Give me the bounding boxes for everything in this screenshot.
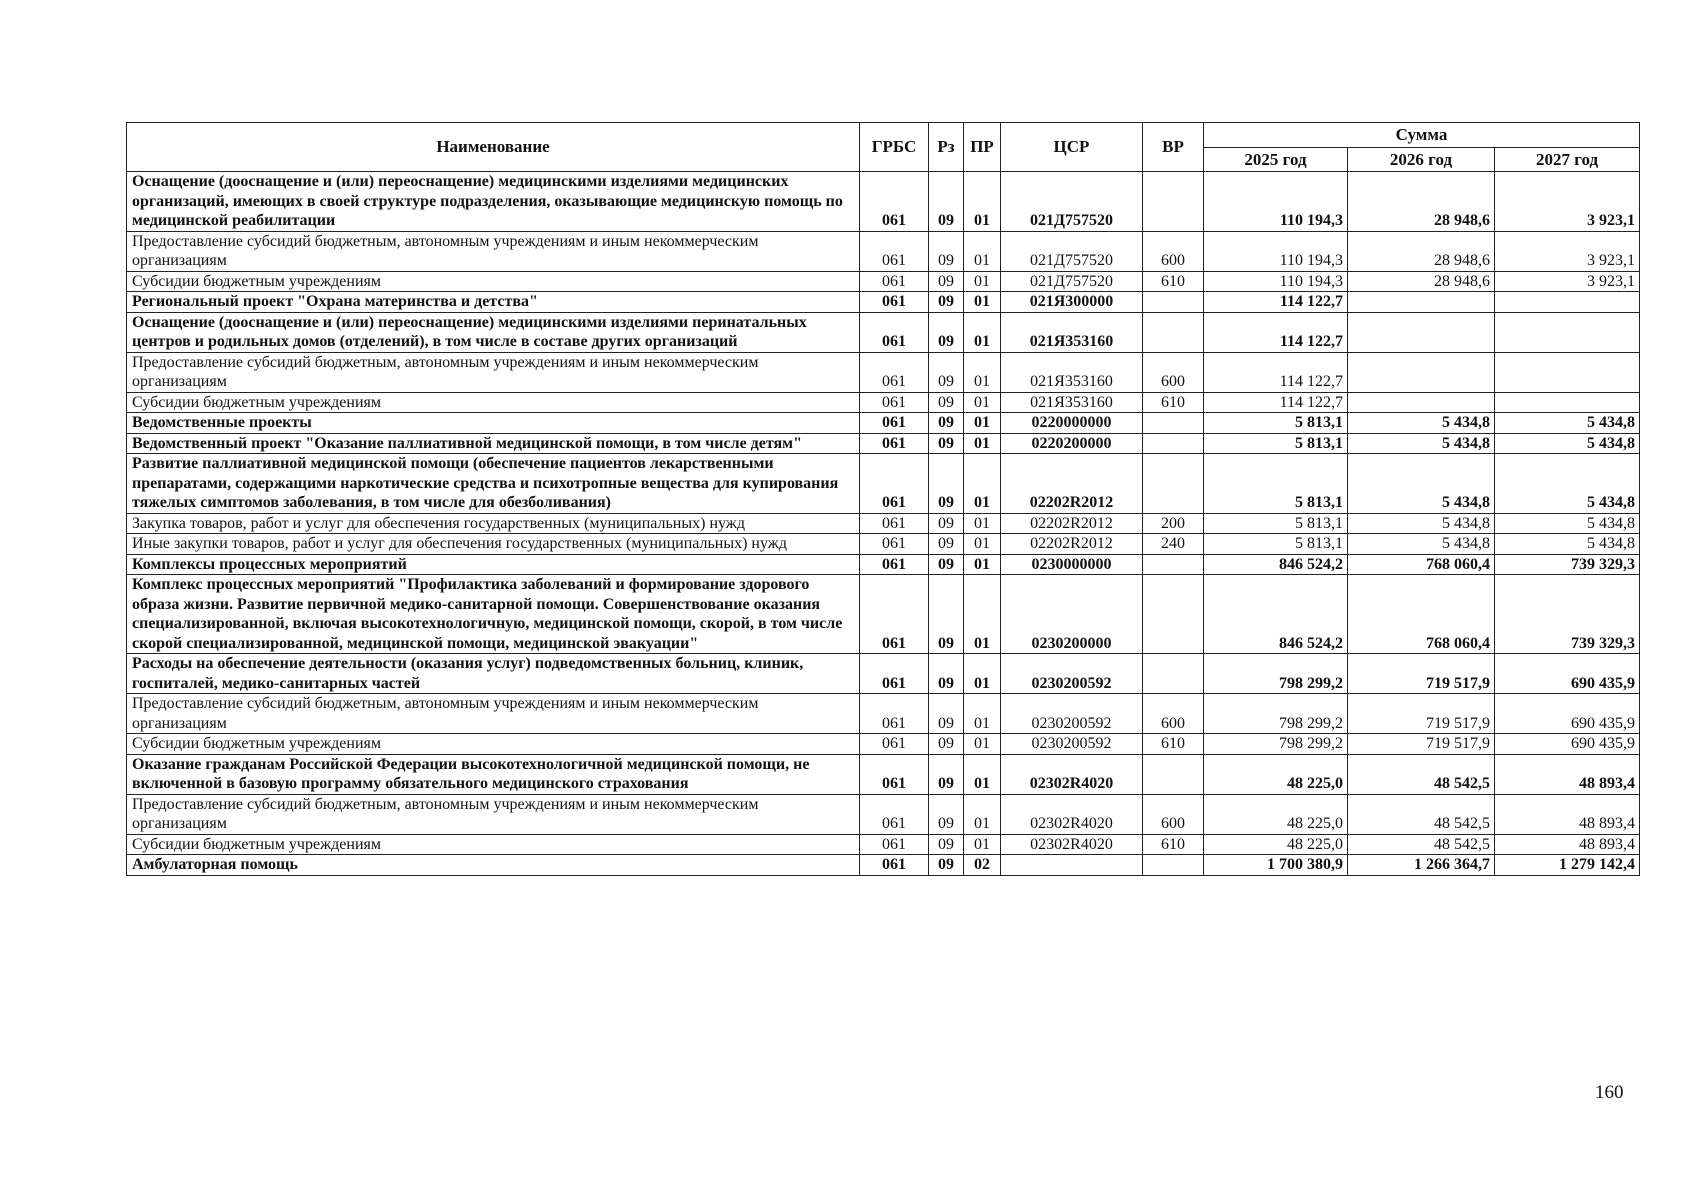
cell-2026: 1 266 364,7 (1348, 855, 1495, 876)
cell-name: Субсидии бюджетным учреждениям (127, 392, 860, 413)
table-row (127, 654, 1640, 694)
cell-grbs: 061 (860, 734, 929, 755)
cell-2025: 110 194,3 (1204, 172, 1348, 232)
cell-vr: 600 (1143, 794, 1204, 834)
cell-rz: 09 (929, 231, 964, 271)
cell-2025: 1 700 380,9 (1204, 855, 1348, 876)
cell-grbs: 061 (860, 654, 929, 694)
cell-vr (1143, 754, 1204, 794)
cell-2026: 5 434,8 (1348, 433, 1495, 454)
cell-pr: 01 (964, 654, 1001, 694)
cell-pr: 01 (964, 454, 1001, 514)
cell-csr: 021Я353160 (1001, 312, 1143, 352)
cell-vr: 600 (1143, 352, 1204, 392)
header-rz: Рз (929, 123, 964, 172)
cell-vr (1143, 575, 1204, 654)
cell-csr: 02202R2012 (1001, 454, 1143, 514)
cell-pr: 01 (964, 231, 1001, 271)
cell-vr: 600 (1143, 231, 1204, 271)
cell-2026: 28 948,6 (1348, 231, 1495, 271)
cell-2025: 798 299,2 (1204, 654, 1348, 694)
cell-csr: 021Я353160 (1001, 392, 1143, 413)
cell-name: Предоставление субсидий бюджетным, автономным учреждениям и иным некоммерческим организациям (127, 352, 860, 392)
cell-name: Расходы на обеспечение деятельности (оказания услуг) подведомственных больниц, клиник, госпиталей, медико-санитарных частей (127, 654, 860, 694)
cell-vr (1143, 312, 1204, 352)
cell-pr: 01 (964, 312, 1001, 352)
cell-2025: 114 122,7 (1204, 352, 1348, 392)
cell-csr (1001, 855, 1143, 876)
cell-vr (1143, 654, 1204, 694)
table-row (127, 554, 1640, 575)
cell-grbs: 061 (860, 392, 929, 413)
cell-name: Закупка товаров, работ и услуг для обеспечения государственных (муниципальных) нужд (127, 513, 860, 534)
table-row (127, 231, 1640, 271)
cell-name: Оснащение (дооснащение и (или) переоснащение) медицинскими изделиями перинатальных центров и родильных домов (отделений), в том числе в составе других организаций (127, 312, 860, 352)
cell-name: Субсидии бюджетным учреждениям (127, 834, 860, 855)
cell-rz: 09 (929, 834, 964, 855)
cell-pr: 01 (964, 413, 1001, 434)
table-row (127, 575, 1640, 654)
cell-grbs: 061 (860, 694, 929, 734)
cell-rz: 09 (929, 292, 964, 313)
cell-name: Комплекс процессных мероприятий "Профилактика заболеваний и формирование здорового образа жизни. Развитие первичной медико-санитарной помощи. Совершенствование оказания специализированной, включая высокотехнологичную, медицинской помощи, скорой, в том числе скорой специализированной, медицинской помощи, медицинской эвакуации" (127, 575, 860, 654)
header-vr: ВР (1143, 123, 1204, 172)
cell-csr: 02202R2012 (1001, 534, 1143, 555)
cell-vr (1143, 433, 1204, 454)
cell-2025: 5 813,1 (1204, 433, 1348, 454)
cell-2025: 48 225,0 (1204, 834, 1348, 855)
cell-name: Комплексы процессных мероприятий (127, 554, 860, 575)
cell-2027: 690 435,9 (1495, 694, 1640, 734)
cell-csr: 021Я353160 (1001, 352, 1143, 392)
cell-2026: 719 517,9 (1348, 734, 1495, 755)
table-row (127, 292, 1640, 313)
header-sum: Сумма (1204, 123, 1640, 148)
cell-name: Субсидии бюджетным учреждениям (127, 271, 860, 292)
cell-csr: 02302R4020 (1001, 834, 1143, 855)
table-row (127, 172, 1640, 232)
cell-2026 (1348, 292, 1495, 313)
cell-name: Предоставление субсидий бюджетным, автономным учреждениям и иным некоммерческим организациям (127, 231, 860, 271)
cell-2027 (1495, 352, 1640, 392)
table-row (127, 271, 1640, 292)
cell-vr (1143, 554, 1204, 575)
cell-rz: 09 (929, 654, 964, 694)
cell-2027: 739 329,3 (1495, 575, 1640, 654)
cell-2026 (1348, 352, 1495, 392)
header-year-2025: 2025 год (1204, 148, 1348, 172)
cell-name: Предоставление субсидий бюджетным, автономным учреждениям и иным некоммерческим организациям (127, 694, 860, 734)
cell-2027: 5 434,8 (1495, 413, 1640, 434)
cell-vr: 610 (1143, 834, 1204, 855)
cell-name: Ведомственный проект "Оказание паллиативной медицинской помощи, в том числе детям" (127, 433, 860, 454)
cell-2025: 5 813,1 (1204, 454, 1348, 514)
cell-grbs: 061 (860, 534, 929, 555)
cell-pr: 01 (964, 575, 1001, 654)
cell-pr: 01 (964, 794, 1001, 834)
cell-csr: 0220000000 (1001, 413, 1143, 434)
cell-2026: 28 948,6 (1348, 271, 1495, 292)
cell-2026 (1348, 312, 1495, 352)
page-number: 160 (1595, 1082, 1624, 1103)
cell-rz: 09 (929, 575, 964, 654)
cell-2027: 690 435,9 (1495, 734, 1640, 755)
cell-2025: 114 122,7 (1204, 292, 1348, 313)
cell-rz: 09 (929, 534, 964, 555)
table-row (127, 794, 1640, 834)
cell-2027: 48 893,4 (1495, 834, 1640, 855)
cell-name: Амбулаторная помощь (127, 855, 860, 876)
cell-2027: 3 923,1 (1495, 271, 1640, 292)
cell-name: Иные закупки товаров, работ и услуг для обеспечения государственных (муниципальных) нужд (127, 534, 860, 555)
cell-vr (1143, 413, 1204, 434)
cell-vr: 610 (1143, 734, 1204, 755)
cell-rz: 09 (929, 754, 964, 794)
budget-table-sheet (126, 122, 1639, 876)
cell-2025: 114 122,7 (1204, 312, 1348, 352)
cell-2027: 48 893,4 (1495, 794, 1640, 834)
cell-rz: 09 (929, 392, 964, 413)
cell-csr: 02202R2012 (1001, 513, 1143, 534)
cell-vr (1143, 454, 1204, 514)
cell-csr: 021Д757520 (1001, 172, 1143, 232)
cell-2027: 5 434,8 (1495, 433, 1640, 454)
cell-grbs: 061 (860, 513, 929, 534)
cell-grbs: 061 (860, 794, 929, 834)
cell-2025: 5 813,1 (1204, 413, 1348, 434)
header-csr: ЦСР (1001, 123, 1143, 172)
table-row (127, 413, 1640, 434)
cell-vr (1143, 292, 1204, 313)
cell-rz: 09 (929, 855, 964, 876)
cell-pr: 01 (964, 554, 1001, 575)
budget-table (126, 122, 1640, 876)
cell-vr: 610 (1143, 392, 1204, 413)
cell-csr: 0230200000 (1001, 575, 1143, 654)
cell-csr: 0230200592 (1001, 654, 1143, 694)
cell-2027: 690 435,9 (1495, 654, 1640, 694)
cell-csr: 021Я300000 (1001, 292, 1143, 313)
cell-name: Региональный проект "Охрана материнства и детства" (127, 292, 860, 313)
cell-grbs: 061 (860, 413, 929, 434)
table-row (127, 312, 1640, 352)
cell-2025: 48 225,0 (1204, 794, 1348, 834)
header-year-2026: 2026 год (1348, 148, 1495, 172)
cell-grbs: 061 (860, 352, 929, 392)
cell-2026: 48 542,5 (1348, 754, 1495, 794)
cell-2026: 768 060,4 (1348, 575, 1495, 654)
cell-grbs: 061 (860, 292, 929, 313)
cell-rz: 09 (929, 454, 964, 514)
cell-rz: 09 (929, 433, 964, 454)
cell-pr: 02 (964, 855, 1001, 876)
table-row (127, 534, 1640, 555)
cell-grbs: 061 (860, 454, 929, 514)
cell-2026: 48 542,5 (1348, 794, 1495, 834)
table-row (127, 454, 1640, 514)
cell-csr: 02302R4020 (1001, 754, 1143, 794)
cell-pr: 01 (964, 734, 1001, 755)
cell-pr: 01 (964, 694, 1001, 734)
cell-grbs: 061 (860, 172, 929, 232)
cell-name: Развитие паллиативной медицинской помощи (обеспечение пациентов лекарственными препаратами, содержащими наркотические средства и психотропные вещества для купирования тяжелых симптомов заболевания, в том числе для обезболивания) (127, 454, 860, 514)
cell-csr: 0230000000 (1001, 554, 1143, 575)
cell-2025: 48 225,0 (1204, 754, 1348, 794)
cell-vr: 200 (1143, 513, 1204, 534)
cell-2027 (1495, 392, 1640, 413)
cell-grbs: 061 (860, 433, 929, 454)
cell-2026: 28 948,6 (1348, 172, 1495, 232)
table-row (127, 734, 1640, 755)
cell-rz: 09 (929, 172, 964, 232)
cell-vr (1143, 172, 1204, 232)
cell-csr: 0220200000 (1001, 433, 1143, 454)
cell-grbs: 061 (860, 855, 929, 876)
cell-2026: 5 434,8 (1348, 513, 1495, 534)
cell-rz: 09 (929, 694, 964, 734)
cell-2027: 48 893,4 (1495, 754, 1640, 794)
table-row (127, 433, 1640, 454)
cell-2027: 5 434,8 (1495, 454, 1640, 514)
table-row (127, 392, 1640, 413)
cell-2026: 5 434,8 (1348, 454, 1495, 514)
cell-2027: 5 434,8 (1495, 513, 1640, 534)
table-row (127, 513, 1640, 534)
cell-grbs: 061 (860, 575, 929, 654)
cell-2025: 110 194,3 (1204, 271, 1348, 292)
cell-csr: 02302R4020 (1001, 794, 1143, 834)
cell-2027 (1495, 312, 1640, 352)
cell-2027 (1495, 292, 1640, 313)
cell-2026: 719 517,9 (1348, 654, 1495, 694)
table-body (127, 172, 1640, 876)
cell-vr: 240 (1143, 534, 1204, 555)
cell-pr: 01 (964, 834, 1001, 855)
header-grbs: ГРБС (860, 123, 929, 172)
cell-2025: 846 524,2 (1204, 575, 1348, 654)
cell-vr: 610 (1143, 271, 1204, 292)
cell-2026: 48 542,5 (1348, 834, 1495, 855)
cell-name: Оснащение (дооснащение и (или) переоснащение) медицинскими изделиями медицинских организаций, имеющих в своей структуре подразделения, оказывающие медицинскую помощь по медицинской реабилитации (127, 172, 860, 232)
cell-2027: 739 329,3 (1495, 554, 1640, 575)
cell-rz: 09 (929, 271, 964, 292)
cell-grbs: 061 (860, 231, 929, 271)
cell-pr: 01 (964, 271, 1001, 292)
cell-grbs: 061 (860, 754, 929, 794)
cell-rz: 09 (929, 352, 964, 392)
cell-2026: 5 434,8 (1348, 413, 1495, 434)
cell-grbs: 061 (860, 312, 929, 352)
header-year-2027: 2027 год (1495, 148, 1640, 172)
cell-pr: 01 (964, 392, 1001, 413)
cell-pr: 01 (964, 513, 1001, 534)
cell-csr: 0230200592 (1001, 694, 1143, 734)
cell-pr: 01 (964, 754, 1001, 794)
cell-name: Субсидии бюджетным учреждениям (127, 734, 860, 755)
cell-2025: 798 299,2 (1204, 734, 1348, 755)
table-row (127, 855, 1640, 876)
cell-csr: 021Д757520 (1001, 231, 1143, 271)
table-row (127, 754, 1640, 794)
cell-2027: 1 279 142,4 (1495, 855, 1640, 876)
cell-csr: 021Д757520 (1001, 271, 1143, 292)
cell-pr: 01 (964, 172, 1001, 232)
cell-2025: 114 122,7 (1204, 392, 1348, 413)
cell-grbs: 061 (860, 834, 929, 855)
table-row (127, 834, 1640, 855)
cell-pr: 01 (964, 433, 1001, 454)
cell-2026: 719 517,9 (1348, 694, 1495, 734)
cell-grbs: 061 (860, 554, 929, 575)
cell-2027: 3 923,1 (1495, 172, 1640, 232)
cell-vr: 600 (1143, 694, 1204, 734)
cell-rz: 09 (929, 734, 964, 755)
cell-rz: 09 (929, 513, 964, 534)
cell-2026: 768 060,4 (1348, 554, 1495, 575)
table-row (127, 352, 1640, 392)
table-row (127, 694, 1640, 734)
cell-2025: 798 299,2 (1204, 694, 1348, 734)
cell-pr: 01 (964, 534, 1001, 555)
cell-2025: 846 524,2 (1204, 554, 1348, 575)
cell-2025: 5 813,1 (1204, 534, 1348, 555)
cell-pr: 01 (964, 352, 1001, 392)
cell-2027: 3 923,1 (1495, 231, 1640, 271)
cell-2025: 5 813,1 (1204, 513, 1348, 534)
cell-name: Ведомственные проекты (127, 413, 860, 434)
cell-rz: 09 (929, 312, 964, 352)
cell-rz: 09 (929, 554, 964, 575)
cell-grbs: 061 (860, 271, 929, 292)
header-pr: ПР (964, 123, 1001, 172)
cell-2027: 5 434,8 (1495, 534, 1640, 555)
cell-csr: 0230200592 (1001, 734, 1143, 755)
cell-rz: 09 (929, 794, 964, 834)
cell-vr (1143, 855, 1204, 876)
cell-2026 (1348, 392, 1495, 413)
header-name: Наименование (127, 123, 860, 172)
cell-2025: 110 194,3 (1204, 231, 1348, 271)
cell-2026: 5 434,8 (1348, 534, 1495, 555)
cell-pr: 01 (964, 292, 1001, 313)
cell-rz: 09 (929, 413, 964, 434)
cell-name: Предоставление субсидий бюджетным, автономным учреждениям и иным некоммерческим организациям (127, 794, 860, 834)
cell-name: Оказание гражданам Российской Федерации высокотехнологичной медицинской помощи, не включенной в базовую программу обязательного медицинского страхования (127, 754, 860, 794)
